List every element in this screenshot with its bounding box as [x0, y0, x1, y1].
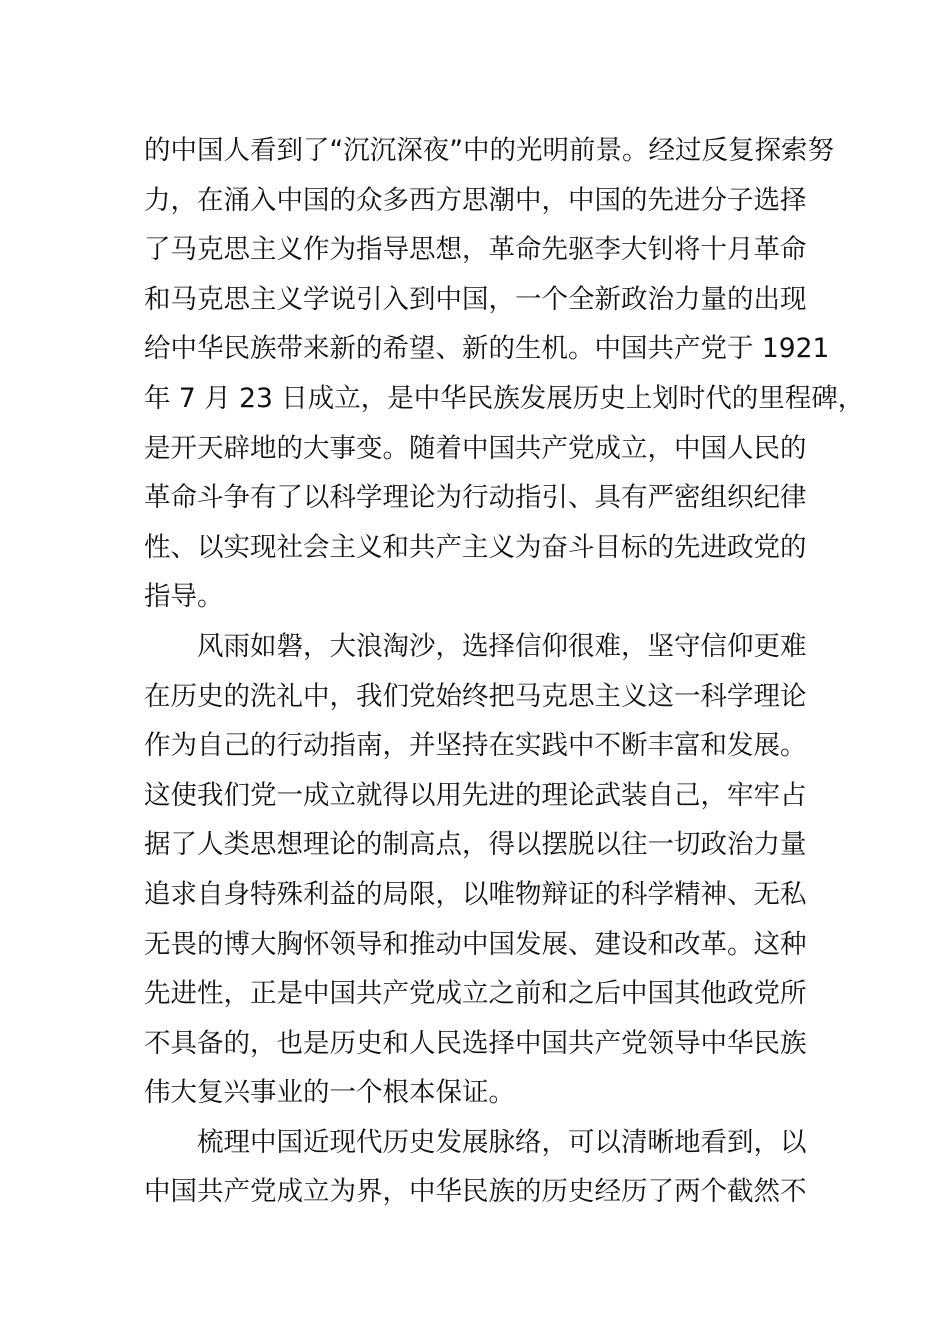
- text-line: 给中华民族带来新的希望、新的生机。中国共产党于 1921: [144, 333, 830, 365]
- paragraph-first-line: 梳理中国近现代历史发展脉络，可以清晰地看到，以: [197, 1126, 807, 1158]
- text-line: 年 7 月 23 日成立，是中华民族发展历史上划时代的里程碑，: [144, 382, 865, 414]
- paragraph-first-line: 风雨如磐，大浪淘沙，选择信仰很难，坚守信仰更难: [197, 630, 807, 662]
- text-line: 这使我们党一成立就得以用先进的理论武装自己，牢牢占: [144, 779, 807, 811]
- text-line: 性、以实现社会主义和共产主义为奋斗目标的先进政党的: [144, 531, 807, 563]
- text-line: 了马克思主义作为指导思想，革命先驱李大钊将十月革命: [144, 234, 807, 266]
- text-line: 伟大复兴事业的一个根本保证。: [144, 1077, 515, 1109]
- text-line: 据了人类思想理论的制高点，得以摆脱以往一切政治力量: [144, 829, 807, 861]
- body-text: [144, 126, 865, 1217]
- text-line: 无畏的博大胸怀领导和推动中国发展、建设和改革。这种: [144, 928, 807, 960]
- text-line: 中国共产党成立为界，中华民族的历史经历了两个截然不: [144, 1176, 807, 1208]
- text-line: 在历史的洗礼中，我们党始终把马克思主义这一科学理论: [144, 680, 807, 712]
- text-line: 力，在涌入中国的众多西方思潮中，中国的先进分子选择: [144, 184, 807, 216]
- text-line: 追求自身特殊利益的局限，以唯物辩证的科学精神、无私: [144, 878, 807, 910]
- text-line: 和马克思主义学说引入到中国，一个全新政治力量的出现: [144, 283, 807, 315]
- text-line: 作为自己的行动指南，并坚持在实践中不断丰富和发展。: [144, 730, 807, 762]
- text-line: 指导。: [144, 581, 224, 613]
- text-line: 先进性，正是中国共产党成立之前和之后中国其他政党所: [144, 978, 807, 1010]
- text-line: 是开天辟地的大事变。随着中国共产党成立，中国人民的: [144, 432, 807, 464]
- text-line: 的中国人看到了“沉沉深夜”中的光明前景。经过反复探索努: [144, 135, 834, 166]
- text-line: 革命斗争有了以科学理论为行动指引、具有严密组织纪律: [144, 482, 807, 514]
- text-line: 不具备的，也是历史和人民选择中国共产党领导中华民族: [144, 1027, 807, 1059]
